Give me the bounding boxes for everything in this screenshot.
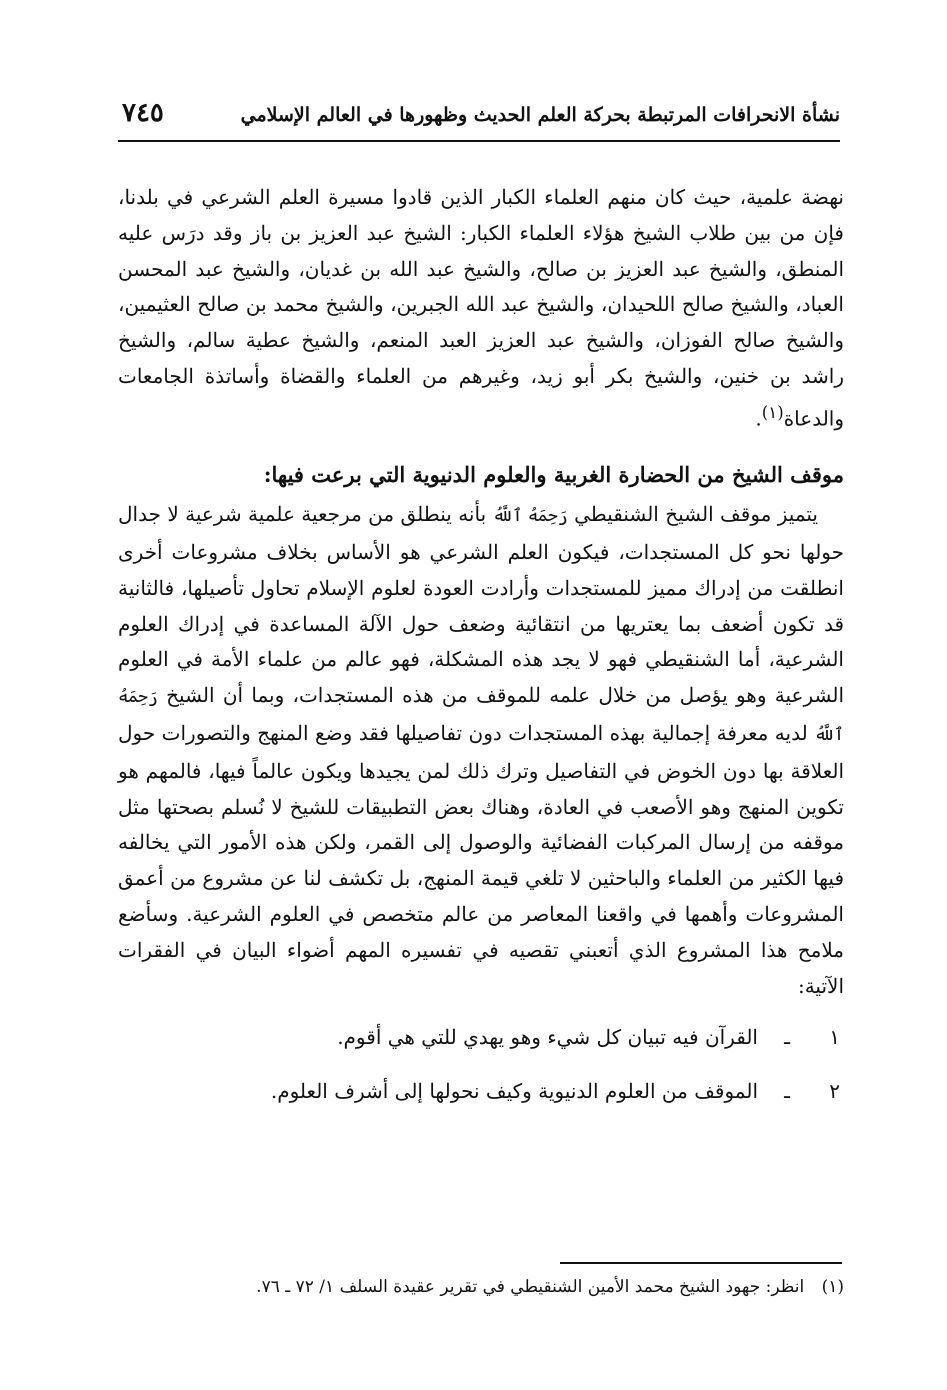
list-item-text: الموقف من العلوم الدنيوية وكيف نحولها إلى أشرف العلوم. (270, 1079, 758, 1104)
footnote (118, 1272, 844, 1302)
numbered-list (118, 1010, 844, 1118)
section-heading: موقف الشيخ من الحضارة الغربية والعلوم الدنيوية التي برعت فيها: (263, 462, 844, 488)
list-item (118, 1064, 844, 1118)
section-text-part-2: بأنه ينطلق من مرجعية علمية شرعية لا جدال حولها نحو كل المستجدات، فيكون العلم الشرعي هو الأساس بخلاف مشروعات أخرى انطلقت من إدراك مميز للمستجدات وأرادت العودة لعلوم الإسلام تحاول تأصيلها، فالثانية قد تكون أضعف بما يعتريها من انتقائية وضعف حول الآلة المساعدة في إدراك العلوم الشرعية، أما الشنقيطي فهو لا يجد هذه المشكلة، فهو عالم من علماء الأمة في العلوم الشرعية وهو يؤصل من خلال علمه للموقف من هذه المستجدات، وبما أن الشيخ (118, 502, 845, 708)
footnote-rule (560, 1262, 842, 1264)
rahimahullah-glyph: رَحِمَهُ ٱللَّهُ (492, 506, 568, 527)
page-number: ٧٤٥ (122, 98, 164, 128)
running-header (118, 98, 840, 142)
section-paragraph (118, 497, 844, 1004)
footnote-number: (١) (821, 1277, 844, 1297)
list-item-dash: ـ (784, 1025, 790, 1050)
list-item-number: ١ (829, 1025, 840, 1050)
section-text-part-1: يتميز موقف الشيخ الشنقيطي (574, 502, 818, 527)
running-title: نشأة الانحرافات المرتبطة بحركة العلم الحديث وظهورها في العالم الإسلامي (240, 104, 840, 126)
list-item-text: القرآن فيه تبيان كل شيء وهو يهدي للتي هي أقوم. (337, 1025, 758, 1050)
list-item-number: ٢ (829, 1079, 840, 1104)
intro-text: نهضة علمية، حيث كان منهم العلماء الكبار الذين قادوا مسيرة العلم الشرعي في بلدنا، فإن من بين طلاب الشيخ هؤلاء العلماء الكبار: الشيخ عبد العزيز بن باز وقد درَس عليه المنطق، والشيخ عبد العزيز بن صالح، والشيخ عبد الله بن غديان، والشيخ عبد المحسن العباد، والشيخ صالح اللحيدان، والشيخ عبد الله الجبرين، والشيخ محمد بن صالح العثيمين، والشيخ صالح الفوزان، والشيخ عبد العزيز العبد المنعم، والشيخ عطية سالم، والشيخ راشد بن خنين، والشيخ بكر أبو زيد، وغيرهم من العلماء والقضاة وأساتذة الجامعات والدعاة (118, 185, 844, 431)
section-text-part-3: لديه معرفة إجمالية بهذه المستجدات دون تفاصيلها فقد وضع المنهج والتصورات حول العلاقة بها دون الخوض في التفاصيل وترك ذلك لمن يجيدها ويكون عالماً فيها، فالمهم هو تكوين المنهج وهو الأصعب في العادة، وهناك بعض التطبيقات للشيخ لا نُسلم بصحتها مثل موقفه من إرسال المركبات الفضائية والوصول إلى القمر، ولكن هذه الأمور التي يخالفه فيها الكثير من العلماء والباحثين لا تلغي قيمة المنهج، بل تكشف لنا عن مشروع من أعمق المشروعات وأهمها في واقعنا المعاصر من عالم متخصص في العلوم الشرعية. وسأضع ملامح هذا المشروع الذي أتعبني تقصيه في تفسيره المهم أضواء البيان في الفقرات الآتية: (118, 721, 844, 998)
list-item-dash: ـ (784, 1079, 790, 1104)
intro-paragraph (118, 180, 844, 437)
footnote-reference: (١) (761, 402, 784, 422)
header-rule (118, 140, 840, 142)
main-text (118, 180, 844, 1118)
footnote-text: انظر: جهود الشيخ محمد الأمين الشنقيطي في تقرير عقيدة السلف ١/ ٧٢ ـ ٧٦. (256, 1277, 805, 1297)
list-item (118, 1010, 844, 1064)
intro-end: . (755, 406, 762, 431)
rahimahullah-glyph-2: رَحِمَهُ ٱللَّهُ (118, 687, 845, 746)
